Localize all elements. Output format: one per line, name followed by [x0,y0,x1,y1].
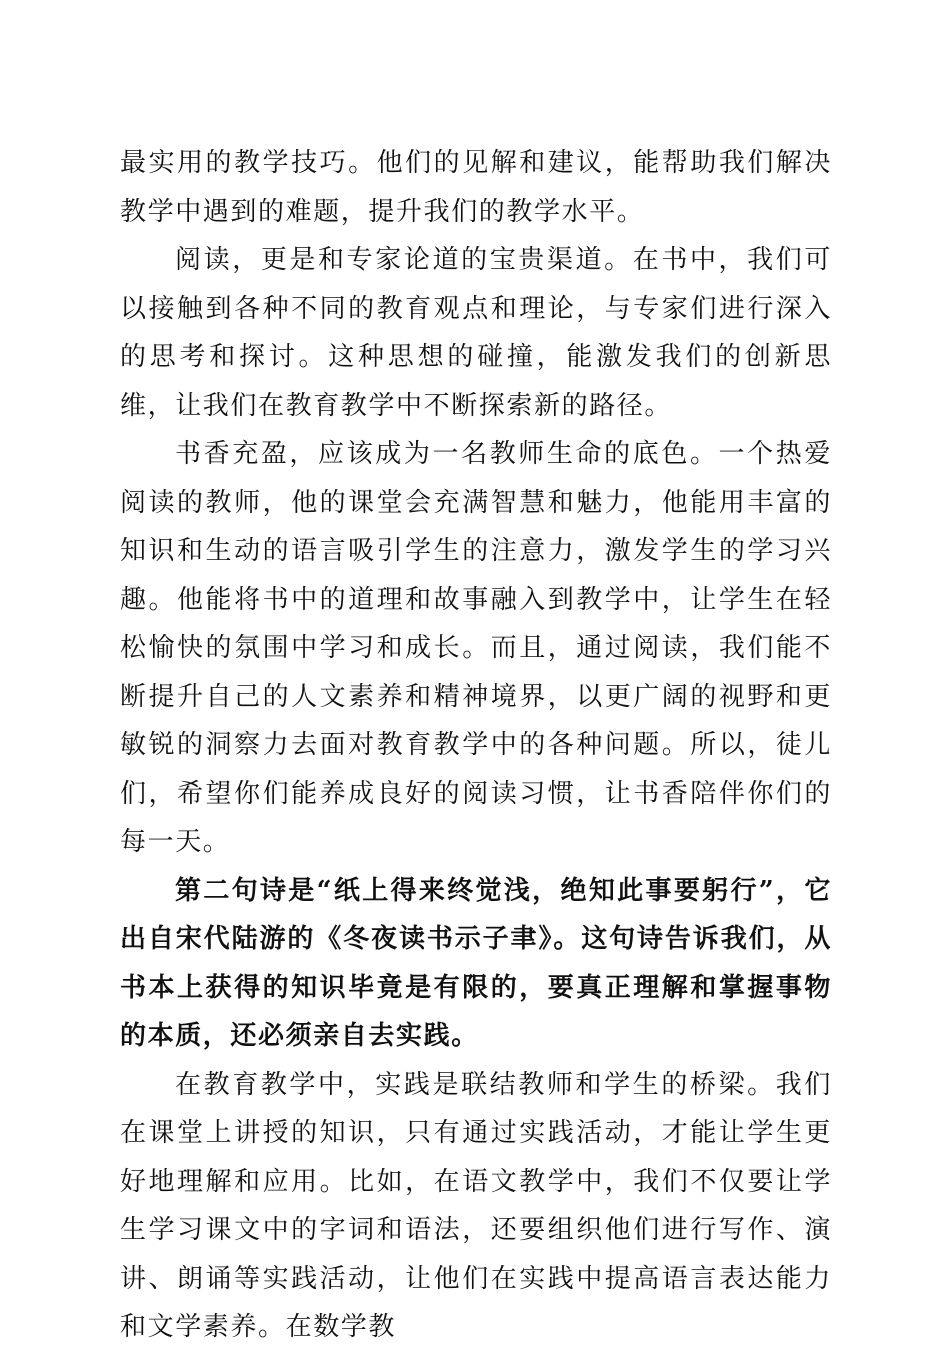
document-body [120,139,832,1352]
paragraph-1: 最实用的教学技巧。他们的见解和建议，能帮助我们解决教学中遇到的难题，提升我们的教学水平。 [120,148,832,227]
paragraph-3: 书香充盈，应该成为一名教师生命的底色。一个热爱阅读的教师，他的课堂会充满智慧和魅力，他能用丰富的知识和生动的语言吸引学生的注意力，激发学生的学习兴趣。他能将书中的道理和故事融入到教学中，让学生在轻松愉快的氛围中学习和成长。而且，通过阅读，我们能不断提升自己的人文素养和精神境界，以更广阔的视野和更敏锐的洞察力去面对教育教学中的各种问题。所以，徒儿们，希望你们能养成良好的阅读习惯，让书香陪伴你们的每一天。 [120,439,832,857]
paragraph-5: 在教育教学中，实践是联结教师和学生的桥梁。我们在课堂上讲授的知识，只有通过实践活动，才能让学生更好地理解和应用。比如，在语文教学中，我们不仅要让学生学习课文中的字词和语法，还要组织他们进行写作、演讲、朗诵等实践活动，让他们在实践中提高语言表达能力和文学素养。在数学教 [120,1069,832,1342]
paragraph-4-poem-quote: 第二句诗是“纸上得来终觉浅，绝知此事要躬行”，它出自宋代陆游的《冬夜读书示子聿》。这句诗告诉我们，从书本上获得的知识毕竟是有限的，要真正理解和掌握事物的本质，还必须亲自去实践。 [120,875,832,1051]
paragraph-2: 阅读，更是和专家论道的宝贵渠道。在书中，我们可以接触到各种不同的教育观点和理论，与专家们进行深入的思考和探讨。这种思想的碰撞，能激发我们的创新思维，让我们在教育教学中不断探索新的路径。 [120,245,832,421]
